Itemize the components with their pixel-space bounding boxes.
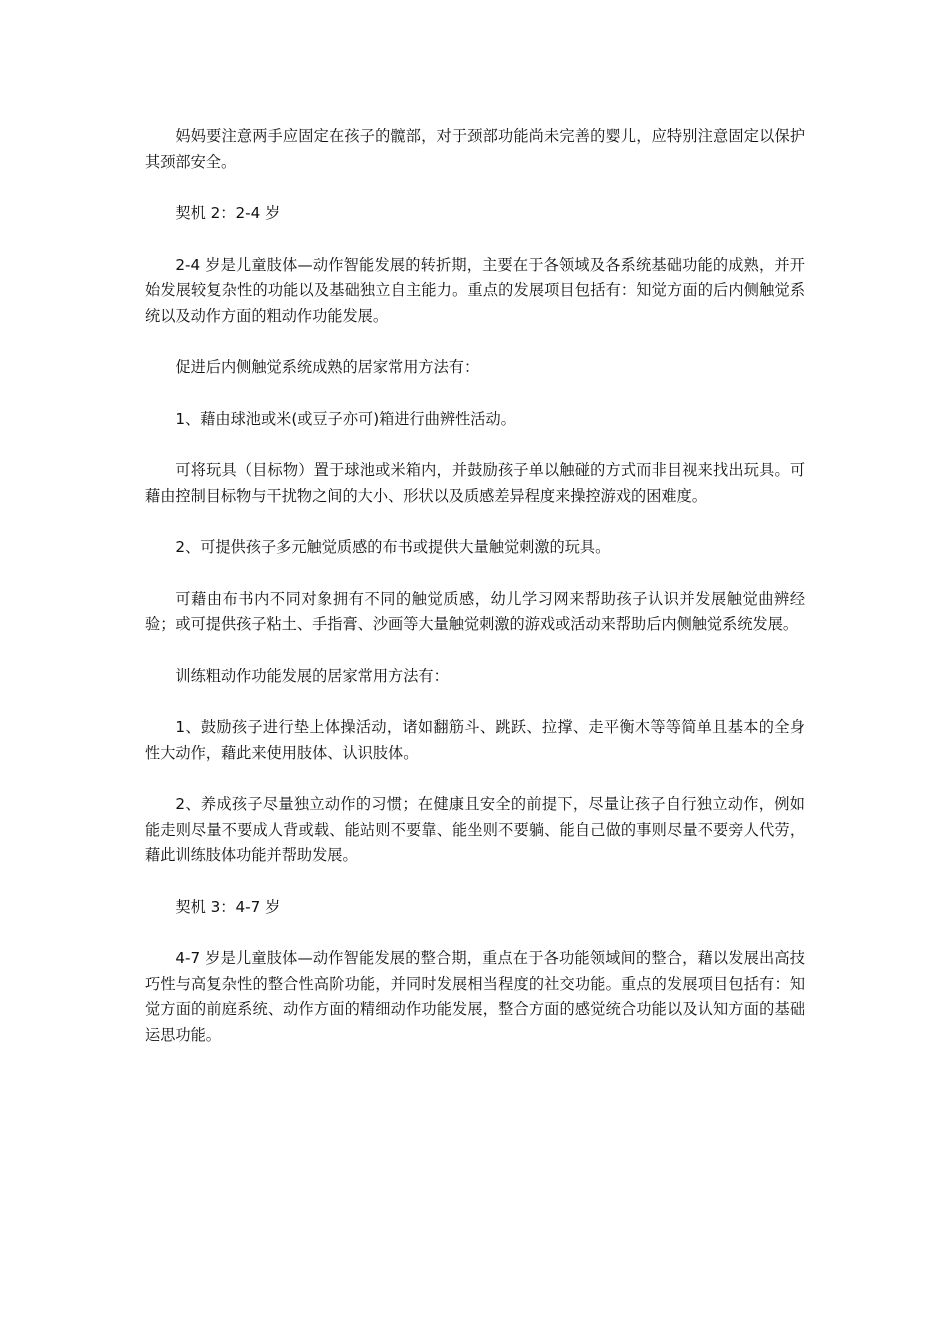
paragraph-stage-2-intro: 2-4 岁是儿童肢体—动作智能发展的转折期，主要在于各领域及各系统基础功能的成熟，并开始发展较复杂性的功能以及基础独立自主能力。重点的发展项目包括有：知觉方面的后内侧触觉系统以及动作方面的粗动作功能发展。 [145, 255, 805, 325]
document-body [145, 124, 805, 1074]
paragraph-stage-3-intro: 4-7 岁是儿童肢体—动作智能发展的整合期，重点在于各功能领域间的整合，藉以发展出高技巧性与高复杂性的整合性高阶功能，并同时发展相当程度的社交功能。重点的发展项目包括有：知觉方面的前庭系统、动作方面的精细动作功能发展，整合方面的感觉统合功能以及认知方面的基础运思功能。 [145, 949, 805, 1044]
paragraph-tactile-method-1: 1、藉由球池或米(或豆子亦可)箱进行曲辨性活动。 [175, 409, 516, 428]
heading-stage-3: 契机 3：4-7 岁 [175, 897, 281, 916]
paragraph-tactile-method-2: 2、可提供孩子多元触觉质感的布书或提供大量触觉刺激的玩具。 [175, 538, 611, 556]
paragraph-gross-motor-2: 2、养成孩子尽量独立动作的习惯；在健康且安全的前提下，尽量让孩子自行独立动作，例如能走则尽量不要成人背或载、能站则不要靠、能坐则不要躺、能自己做的事则尽量不要旁人代劳，藉此训练肢体功能并帮助发展。 [145, 795, 805, 864]
paragraph-gross-motor-1: 1、鼓励孩子进行垫上体操活动，诸如翻筋斗、跳跃、拉撑、走平衡木等等简单且基本的全身性大动作，藉此来使用肢体、认识肢体。 [145, 718, 805, 762]
heading-stage-2: 契机 2：2-4 岁 [175, 204, 281, 222]
paragraph-tactile-method-1-detail: 可将玩具（目标物）置于球池或米箱内，并鼓励孩子单以触碰的方式而非目视来找出玩具。可藉由控制目标物与干扰物之间的大小、形状以及质感差异程度来操控游戏的困难度。 [145, 461, 805, 505]
paragraph-tactile-methods-intro: 促进后内侧触觉系统成熟的居家常用方法有： [175, 358, 480, 376]
paragraph-tactile-method-2-detail: 可藉由布书内不同对象拥有不同的触觉质感，幼儿学习网来帮助孩子认识并发展触觉曲辨经验；或可提供孩子粘土、手指膏、沙画等大量触觉刺激的游戏或活动来帮助后内侧触觉系统发展。 [145, 589, 805, 633]
paragraph-neck-safety: 妈妈要注意两手应固定在孩子的髋部，对于颈部功能尚未完善的婴儿，应特别注意固定以保护其颈部安全。 [145, 127, 805, 171]
paragraph-gross-motor-intro: 训练粗动作功能发展的居家常用方法有： [175, 666, 449, 685]
